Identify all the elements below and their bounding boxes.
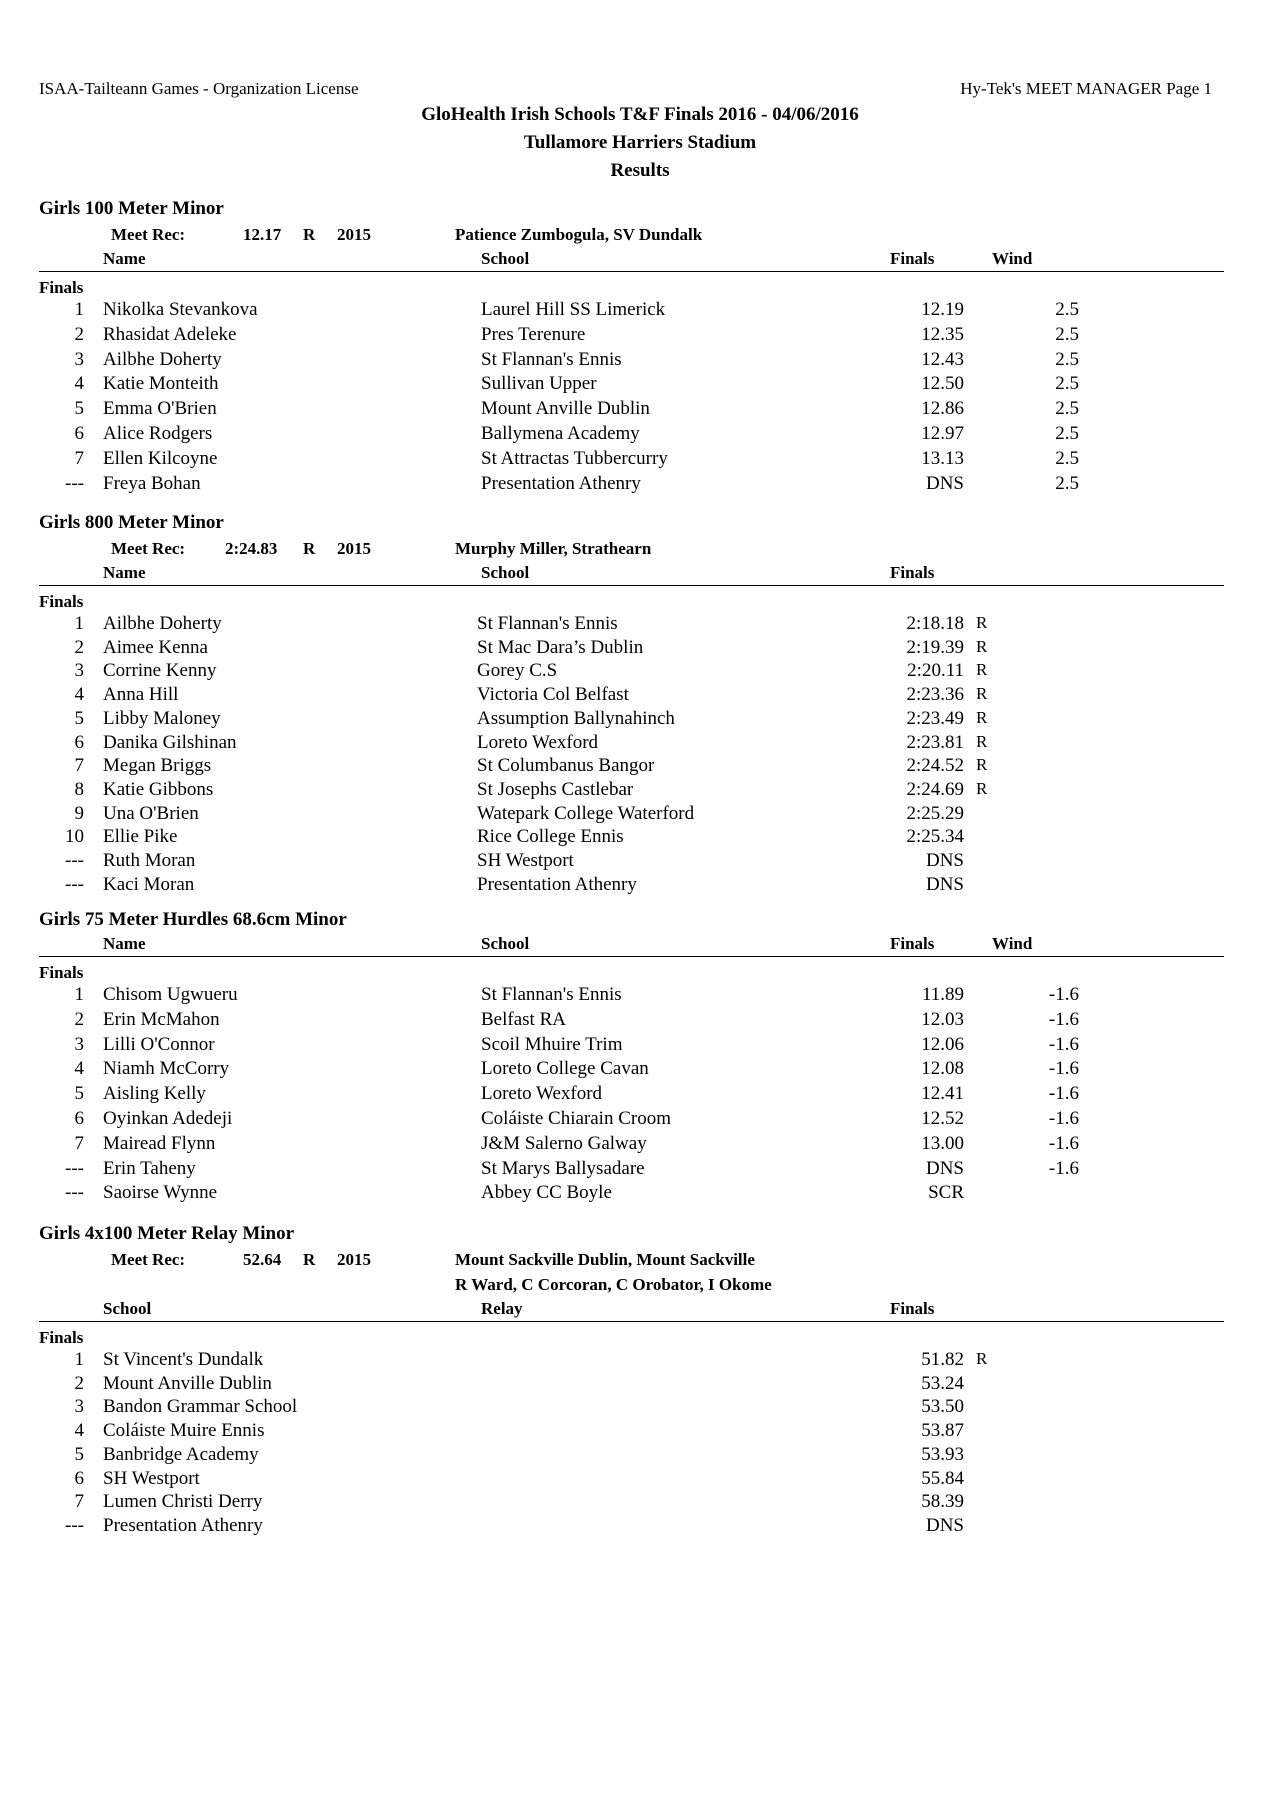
finals-time-cell: DNS [925,873,964,895]
place-cell: --- [65,472,84,494]
result-row [39,1083,1224,1107]
school-cell: St Mac Dara’s Dublin [477,636,644,658]
column-header [39,563,1224,586]
place-cell: 5 [74,1083,84,1105]
school-cell: Watepark College Waterford [477,802,695,824]
place-cell: 7 [74,1491,84,1513]
col-name: Name [103,563,146,582]
place-cell: 4 [74,1420,84,1442]
wind-cell: 2.5 [1055,299,1079,320]
result-row [39,850,1224,874]
result-row [39,1444,1224,1468]
result-row [39,1373,1224,1397]
meet-record-holder: Murphy Miller, Strathearn [455,539,652,558]
record-flag-cell: R [976,613,988,632]
result-row [39,613,1224,637]
place-cell: 3 [74,1033,84,1055]
finals-time-cell: DNS [925,472,964,494]
school-cell: Gorey C.S [477,660,558,682]
finals-time-cell: 2:23.36 [906,684,964,706]
place-cell: 3 [74,1396,84,1418]
result-row [39,299,1224,323]
athlete-name-cell: Oyinkan Adedeji [103,1108,233,1129]
school-cell: Ballymena Academy [481,423,640,444]
result-row [39,1349,1224,1373]
school-cell: Presentation Athenry [477,873,637,895]
software-page-header: Hy-Tek's MEET MANAGER Page 1 [960,79,1212,98]
school-cell: Belfast RA [481,1008,566,1030]
meet-record-flag: R [303,539,316,558]
athlete-name-cell: Libby Maloney [103,707,221,729]
school-cell: St Flannan's Ennis [481,348,622,370]
relay-school-cell: Presentation Athenry [103,1514,263,1536]
record-flag-cell: R [976,636,988,656]
finals-time-cell: 2:24.69 [906,778,964,800]
meet-record-holder: Patience Zumbogula, SV Dundalk [455,225,703,244]
results-title: Results [610,160,670,181]
result-row [39,1009,1224,1033]
place-cell: 3 [74,660,84,682]
finals-time-cell: 53.93 [921,1443,964,1465]
school-cell: Sullivan Upper [481,373,597,395]
place-cell: --- [65,1182,84,1204]
place-cell: 2 [74,636,84,658]
place-cell: 8 [74,778,84,800]
wind-cell: 2.5 [1055,472,1079,494]
school-cell: Presentation Athenry [481,472,641,494]
finals-time-cell: 12.35 [921,323,964,345]
record-flag-cell: R [976,1349,988,1368]
finals-time-cell: 12.41 [921,1083,964,1105]
athlete-name-cell: Ailbhe Doherty [103,613,222,634]
school-cell: Coláiste Chiarain Croom [481,1108,671,1129]
finals-time-cell: 2:20.11 [907,660,964,682]
athlete-name-cell: Erin Taheny [103,1157,196,1179]
relay-school-cell: Bandon Grammar School [103,1396,298,1418]
athlete-name-cell: Ailbhe Doherty [103,348,222,370]
school-cell: J&M Salerno Galway [481,1132,647,1154]
wind-cell: -1.6 [1048,984,1079,1005]
athlete-name-cell: Katie Gibbons [103,778,214,800]
athlete-name-cell: Alice Rodgers [103,423,213,444]
venue-title: Tullamore Harriers Stadium [523,132,757,153]
meet-record-label: Meet Rec: [111,539,186,558]
school-cell: Assumption Ballynahinch [477,707,675,729]
finals-time-cell: 12.97 [921,423,964,444]
result-row [39,755,1224,779]
place-cell: 7 [74,755,84,777]
wind-cell: 2.5 [1055,447,1079,469]
school-cell: Loreto Wexford [477,731,599,753]
athlete-name-cell: Freya Bohan [103,472,201,494]
athlete-name-cell: Megan Briggs [103,755,212,777]
place-cell: 6 [74,731,84,753]
place-cell: 4 [74,1058,84,1080]
wind-cell: -1.6 [1048,1033,1079,1055]
finals-time-cell: 53.24 [921,1372,964,1394]
event-title: Girls 4x100 Meter Relay Minor [39,1223,295,1244]
result-row [39,1396,1224,1420]
place-cell: 5 [74,1443,84,1465]
school-cell: Laurel Hill SS Limerick [481,299,666,320]
finals-label: Finals [39,1328,84,1347]
place-cell: 5 [74,398,84,420]
school-cell: St Josephs Castlebar [477,778,634,800]
athlete-name-cell: Nikolka Stevankova [103,299,258,320]
result-row [39,684,1224,708]
athlete-name-cell: Lilli O'Connor [103,1033,215,1055]
school-cell: St Attractas Tubbercurry [481,447,668,469]
athlete-name-cell: Ruth Moran [103,850,196,871]
school-cell: St Marys Ballysadare [481,1157,645,1179]
result-row [39,984,1224,1008]
result-row [39,1468,1224,1492]
meet-record-label: Meet Rec: [111,225,186,244]
result-row [39,349,1224,373]
athlete-name-cell: Una O'Brien [103,802,199,824]
place-cell: 6 [74,1467,84,1489]
wind-cell: -1.6 [1048,1157,1079,1179]
finals-time-cell: 2:25.34 [906,826,964,848]
place-cell: 3 [74,348,84,370]
meet-record-year: 2015 [337,1250,371,1269]
finals-time-cell: 12.03 [921,1008,964,1030]
wind-cell: 2.5 [1055,348,1079,370]
result-row [39,1158,1224,1182]
place-cell: 1 [74,613,84,634]
place-cell: --- [65,1514,84,1536]
col-school: School [103,1299,152,1318]
relay-school-cell: Lumen Christi Derry [103,1491,263,1513]
result-row [39,373,1224,397]
wind-cell: 2.5 [1055,373,1079,395]
meet-record-holder: Mount Sackville Dublin, Mount Sackville [455,1250,755,1269]
place-cell: 1 [74,299,84,320]
finals-time-cell: DNS [925,1157,964,1179]
relay-school-cell: SH Westport [103,1467,200,1489]
finals-time-cell: SCR [928,1182,964,1204]
finals-time-cell: DNS [925,1514,964,1536]
athlete-name-cell: Corrine Kenny [103,660,217,682]
wind-cell: -1.6 [1048,1008,1079,1030]
result-row [39,1108,1224,1132]
school-cell: SH Westport [477,850,574,871]
result-row [39,1491,1224,1515]
school-cell: Mount Anville Dublin [481,398,650,420]
finals-label: Finals [39,592,84,611]
place-cell: 6 [74,423,84,444]
meet-record-flag: R [303,225,316,244]
col-finals: Finals [890,934,935,953]
finals-time-cell: 51.82 [921,1349,964,1370]
license-header: ISAA-Tailteann Games - Organization License [39,79,359,98]
meet-record-time: 2:24.83 [225,539,278,558]
place-cell: 2 [74,1372,84,1394]
col-name: Name [103,934,146,953]
school-cell: St Flannan's Ennis [477,613,618,634]
col-school: School [481,934,530,953]
meet-record-members: R Ward, C Corcoran, C Orobator, I Okome [455,1275,772,1294]
finals-time-cell: 12.50 [921,373,964,395]
result-row [39,708,1224,732]
wind-cell: 2.5 [1055,423,1079,444]
column-header [39,249,1224,272]
school-cell: Scoil Mhuire Trim [481,1033,623,1055]
finals-time-cell: 58.39 [921,1491,964,1513]
result-row [39,874,1224,898]
col-school: School [481,563,530,582]
school-cell: Abbey CC Boyle [481,1182,612,1204]
place-cell: 10 [65,826,84,848]
meet-record-label: Meet Rec: [111,1250,186,1269]
athlete-name-cell: Chisom Ugwueru [103,984,238,1005]
place-cell: 7 [74,1132,84,1154]
result-row [39,398,1224,422]
result-row [39,732,1224,756]
result-row [39,1515,1224,1539]
result-row [39,1133,1224,1157]
place-cell: 2 [74,323,84,345]
relay-school-cell: Banbridge Academy [103,1443,259,1465]
col-school: School [481,249,530,268]
col-name: Name [103,249,146,268]
athlete-name-cell: Saoirse Wynne [103,1182,218,1204]
record-flag-cell: R [976,755,988,775]
athlete-name-cell: Aisling Kelly [103,1083,206,1105]
result-row [39,826,1224,850]
result-row [39,779,1224,803]
finals-time-cell: 2:18.18 [906,613,964,634]
wind-cell: -1.6 [1048,1132,1079,1154]
finals-time-cell: 13.00 [921,1132,964,1154]
meet-record-time: 12.17 [243,225,282,244]
athlete-name-cell: Erin McMahon [103,1008,220,1030]
school-cell: St Flannan's Ennis [481,984,622,1005]
wind-cell: -1.6 [1048,1083,1079,1105]
column-header [39,934,1224,957]
school-cell: St Columbanus Bangor [477,755,655,777]
place-cell: 4 [74,684,84,706]
event-title: Girls 800 Meter Minor [39,512,224,533]
athlete-name-cell: Danika Gilshinan [103,731,237,753]
athlete-name-cell: Emma O'Brien [103,398,217,420]
place-cell: --- [65,873,84,895]
finals-time-cell: 12.08 [921,1058,964,1080]
place-cell: 5 [74,707,84,729]
finals-time-cell: 2:19.39 [906,636,964,658]
athlete-name-cell: Kaci Moran [103,873,195,895]
meet-record-year: 2015 [337,539,371,558]
col-finals: Finals [890,249,935,268]
finals-time-cell: 2:24.52 [906,755,964,777]
place-cell: 2 [74,1008,84,1030]
athlete-name-cell: Rhasidat Adeleke [103,323,237,345]
finals-label: Finals [39,278,84,297]
school-cell: Victoria Col Belfast [477,684,629,706]
finals-time-cell: 2:25.29 [906,802,964,824]
athlete-name-cell: Anna Hill [103,684,179,706]
finals-time-cell: 53.87 [921,1420,964,1442]
event-title: Girls 75 Meter Hurdles 68.6cm Minor [39,909,347,930]
result-row [39,423,1224,447]
result-row [39,1034,1224,1058]
record-flag-cell: R [976,778,988,798]
record-flag-cell: R [976,660,988,680]
result-row [39,1058,1224,1082]
result-row [39,637,1224,661]
result-row [39,660,1224,684]
col-wind: Wind [992,249,1033,268]
athlete-name-cell: Niamh McCorry [103,1058,230,1080]
wind-cell: 2.5 [1055,398,1079,420]
place-cell: 6 [74,1108,84,1129]
place-cell: 9 [74,802,84,824]
wind-cell: -1.6 [1048,1108,1079,1129]
wind-cell: 2.5 [1055,323,1079,345]
meet-record-year: 2015 [337,225,371,244]
finals-time-cell: DNS [925,850,964,871]
finals-time-cell: 12.06 [921,1033,964,1055]
finals-time-cell: 13.13 [921,447,964,469]
finals-time-cell: 2:23.81 [906,731,964,753]
place-cell: 7 [74,447,84,469]
relay-school-cell: Mount Anville Dublin [103,1372,272,1394]
result-row [39,324,1224,348]
athlete-name-cell: Aimee Kenna [103,636,208,658]
athlete-name-cell: Ellie Pike [103,826,178,848]
finals-time-cell: 53.50 [921,1396,964,1418]
result-row [39,1182,1224,1206]
record-flag-cell: R [976,731,988,751]
school-cell: Loreto College Cavan [481,1058,649,1080]
school-cell: Loreto Wexford [481,1083,603,1105]
relay-school-cell: Coláiste Muire Ennis [103,1420,265,1442]
wind-cell: -1.6 [1048,1058,1079,1080]
result-row [39,473,1224,497]
finals-time-cell: 12.43 [921,348,964,370]
athlete-name-cell: Ellen Kilcoyne [103,447,218,469]
record-flag-cell: R [976,684,988,704]
finals-label: Finals [39,963,84,982]
place-cell: 4 [74,373,84,395]
col-finals: Finals [890,563,935,582]
place-cell: --- [65,850,84,871]
athlete-name-cell: Mairead Flynn [103,1132,216,1154]
finals-time-cell: 11.89 [921,984,964,1005]
result-row [39,1420,1224,1444]
column-header [39,1299,1224,1322]
meet-record-flag: R [303,1250,316,1269]
finals-time-cell: 2:23.49 [906,707,964,729]
place-cell: 1 [74,984,84,1005]
col-wind: Wind [992,934,1033,953]
school-cell: Pres Terenure [481,323,586,345]
result-row [39,803,1224,827]
finals-time-cell: 12.19 [921,299,964,320]
relay-school-cell: St Vincent's Dundalk [103,1349,264,1370]
finals-time-cell: 55.84 [921,1467,964,1489]
finals-time-cell: 12.52 [921,1108,964,1129]
col-relay: Relay [481,1299,523,1318]
record-flag-cell: R [976,707,988,727]
place-cell: --- [65,1157,84,1179]
meet-title: GloHealth Irish Schools T&F Finals 2016 - 04/06/2016 [421,104,859,125]
event-title: Girls 100 Meter Minor [39,198,224,219]
athlete-name-cell: Katie Monteith [103,373,219,395]
result-row [39,448,1224,472]
school-cell: Rice College Ennis [477,826,624,848]
place-cell: 1 [74,1349,84,1370]
meet-record-time: 52.64 [243,1250,282,1269]
col-finals: Finals [890,1299,935,1318]
finals-time-cell: 12.86 [921,398,964,420]
